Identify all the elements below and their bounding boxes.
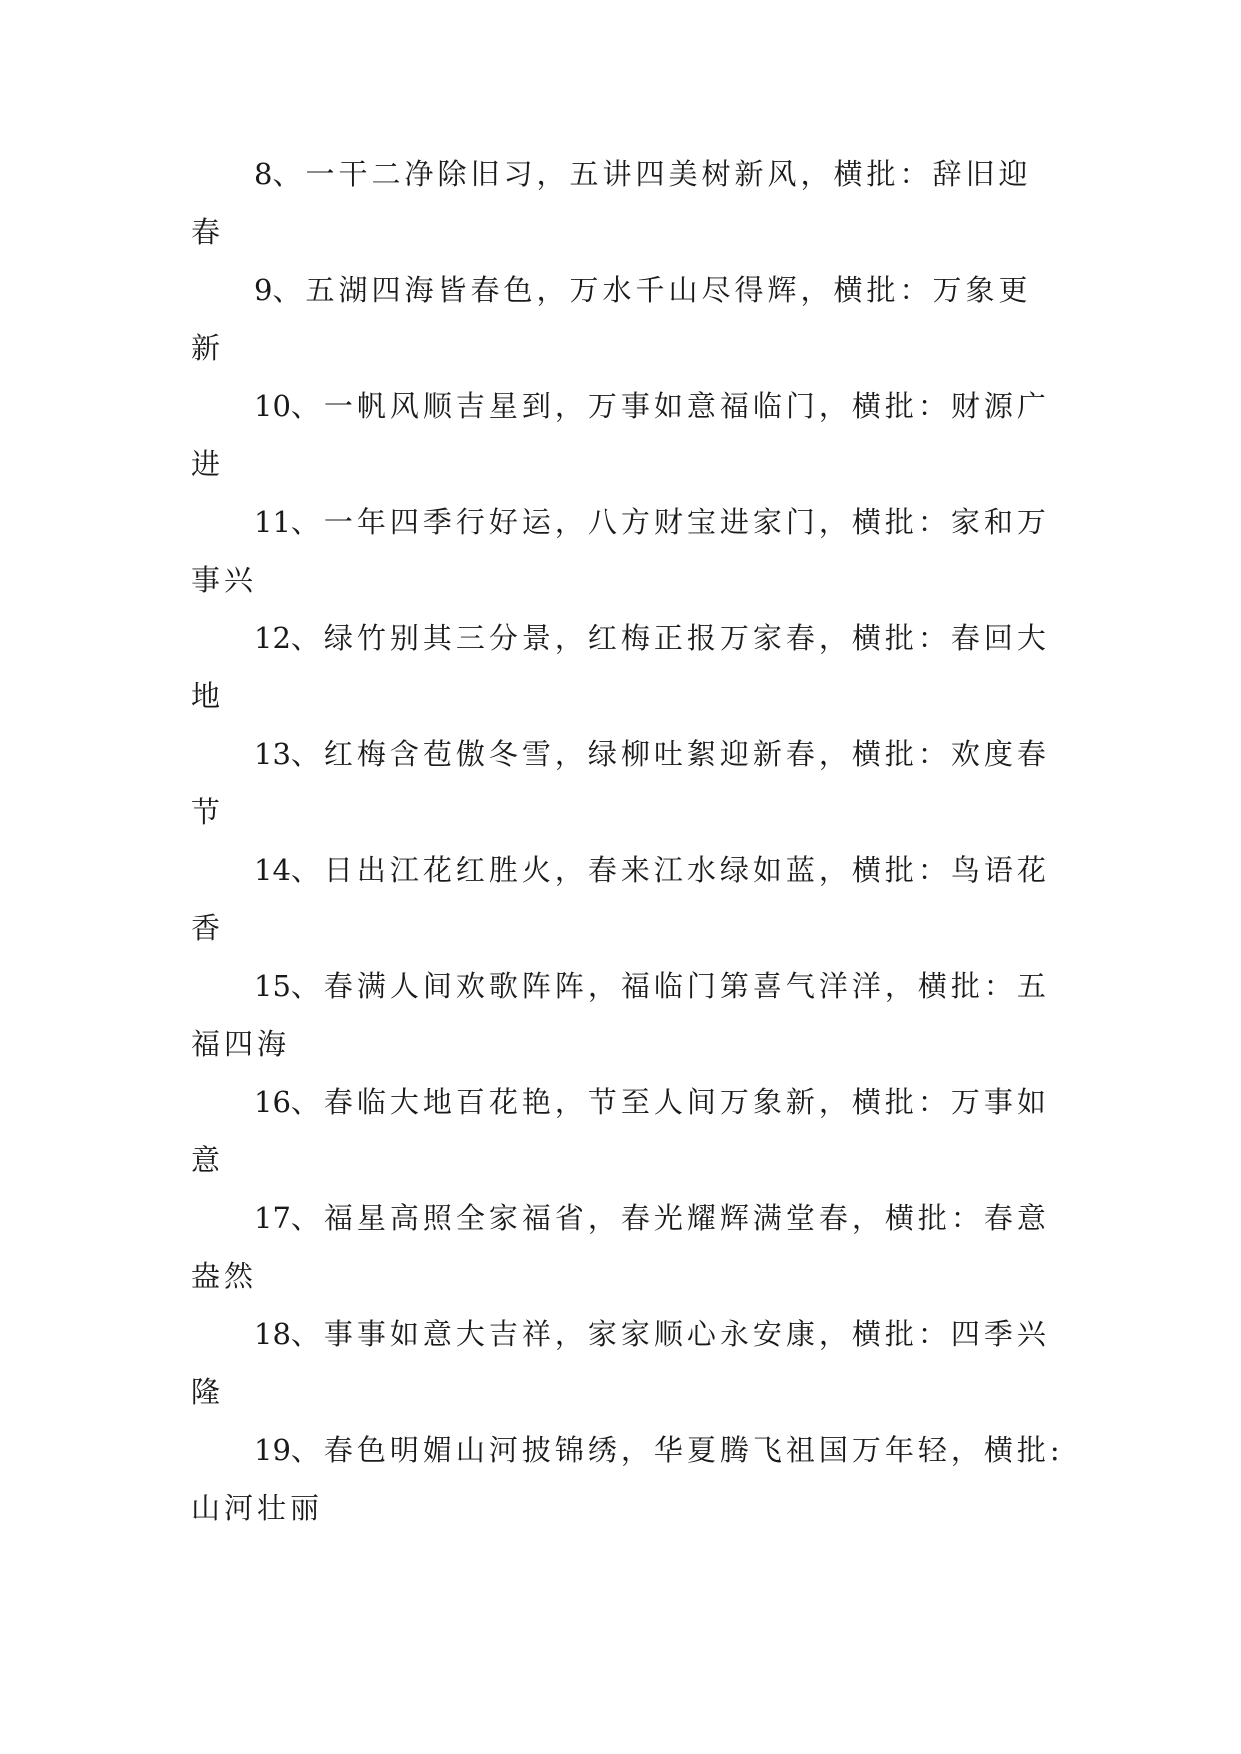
entry-text: 、绿竹别其三分景，红梅正报万家春，横批：春回大 bbox=[290, 621, 1050, 655]
entry-text: 、红梅含苞傲冬雪，绿柳吐絮迎新春，横批：欢度春 bbox=[290, 737, 1050, 771]
entry-text: 、一年四季行好运，八方财宝进家门，横批：家和万 bbox=[290, 505, 1050, 539]
entry-text: 、五湖四海皆春色，万水千山尽得辉，横批：万象更 bbox=[272, 273, 1032, 307]
entry-continuation: 地 bbox=[191, 679, 225, 713]
entry-number: 13 bbox=[254, 737, 291, 771]
list-item bbox=[191, 270, 1051, 386]
entry-first-line bbox=[191, 850, 1051, 890]
entry-continuation: 山河壮丽 bbox=[191, 1491, 324, 1525]
entry-continuation: 春 bbox=[191, 215, 225, 249]
couplet-list bbox=[191, 154, 1064, 1546]
entry-text: 、春色明媚山河披锦绣，华夏腾飞祖国万年轻，横批: bbox=[290, 1433, 1064, 1467]
entry-text: 、春临大地百花艳，节至人间万象新，横批：万事如 bbox=[290, 1085, 1050, 1119]
entry-text: 、日出江花红胜火，春来江水绿如蓝，横批：鸟语花 bbox=[290, 853, 1050, 887]
entry-number: 18 bbox=[254, 1317, 291, 1351]
entry-first-line bbox=[191, 966, 1051, 1006]
entry-first-line bbox=[191, 386, 1051, 426]
list-item bbox=[191, 1430, 1064, 1546]
list-item bbox=[191, 966, 1051, 1082]
entry-first-line bbox=[191, 1314, 1051, 1354]
entry-text: 、福星高照全家福省，春光耀辉满堂春，横批：春意 bbox=[290, 1201, 1050, 1235]
entry-number: 12 bbox=[254, 621, 291, 655]
entry-first-line bbox=[191, 618, 1051, 658]
entry-continuation: 进 bbox=[191, 447, 225, 481]
entry-number: 8 bbox=[254, 157, 273, 191]
entry-continuation: 盎然 bbox=[191, 1259, 258, 1293]
entry-number: 10 bbox=[254, 389, 291, 423]
entry-number: 16 bbox=[254, 1085, 291, 1119]
entry-continuation: 香 bbox=[191, 911, 225, 945]
list-item bbox=[191, 618, 1051, 734]
entry-first-line bbox=[191, 270, 1051, 310]
entry-text: 、事事如意大吉祥，家家顺心永安康，横批：四季兴 bbox=[290, 1317, 1050, 1351]
entry-first-line bbox=[191, 502, 1051, 542]
entry-continuation: 隆 bbox=[191, 1375, 225, 1409]
entry-continuation: 新 bbox=[191, 331, 225, 365]
entry-number: 17 bbox=[254, 1201, 291, 1235]
entry-number: 14 bbox=[254, 853, 291, 887]
entry-first-line bbox=[191, 734, 1051, 774]
list-item bbox=[191, 154, 1051, 270]
entry-continuation: 意 bbox=[191, 1143, 225, 1177]
list-item bbox=[191, 1082, 1051, 1198]
entry-number: 11 bbox=[254, 505, 291, 539]
entry-number: 9 bbox=[254, 273, 273, 307]
entry-text: 、一帆风顺吉星到，万事如意福临门，横批：财源广 bbox=[290, 389, 1050, 423]
entry-first-line bbox=[191, 1198, 1051, 1238]
entry-continuation: 节 bbox=[191, 795, 225, 829]
list-item bbox=[191, 386, 1051, 502]
entry-number: 15 bbox=[254, 969, 291, 1003]
list-item bbox=[191, 850, 1051, 966]
entry-first-line bbox=[191, 1082, 1051, 1122]
list-item bbox=[191, 1314, 1051, 1430]
entry-continuation: 事兴 bbox=[191, 563, 258, 597]
entry-first-line bbox=[191, 154, 1051, 194]
entry-continuation: 福四海 bbox=[191, 1027, 291, 1061]
entry-number: 19 bbox=[254, 1433, 291, 1467]
list-item bbox=[191, 1198, 1051, 1314]
list-item bbox=[191, 734, 1051, 850]
entry-text: 、春满人间欢歌阵阵，福临门第喜气洋洋，横批：五 bbox=[290, 969, 1050, 1003]
entry-first-line bbox=[191, 1430, 1064, 1470]
list-item bbox=[191, 502, 1051, 618]
entry-text: 、一干二净除旧习，五讲四美树新风，横批：辞旧迎 bbox=[272, 157, 1032, 191]
